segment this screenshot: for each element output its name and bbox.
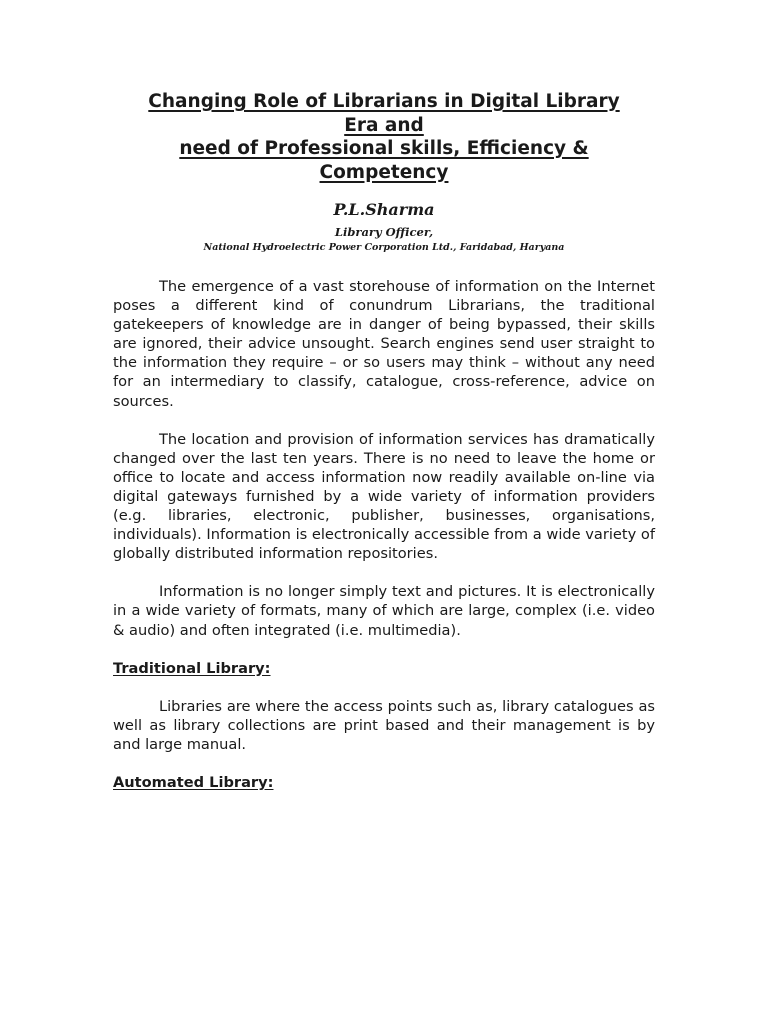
author-organization: National Hydroelectric Power Corporation Ltd., Faridabad, Haryana	[203, 242, 565, 253]
document-title	[113, 90, 655, 184]
title-line-1: Changing Role of Librarians in Digital Library	[148, 91, 620, 112]
body-paragraph-3: Information is no longer simply text and pictures. It is electronically in a wide variety of formats, many of which are large, complex (i.e. video & audio) and often integrated (i.e. multimedia).	[113, 583, 655, 639]
author-name: P.L.Sharma	[333, 200, 435, 219]
body-paragraph-1: The emergence of a vast storehouse of information on the Internet poses a different kind of conundrum Librarians, the traditional gatekeepers of knowledge are in danger of being bypassed, their skills are ignored, their advice unsought. Search engines send user straight to the information they require – or so users may think – without any need for an intermediary to classify, catalogue, cross-reference, advice on sources.	[113, 278, 655, 410]
author-role: Library Officer,	[334, 225, 434, 239]
title-line-2: Era and	[344, 114, 424, 136]
section-heading-automated-library: Automated Library:	[113, 773, 274, 791]
section-heading-traditional-library: Traditional Library:	[113, 659, 271, 677]
body-paragraph-2: The location and provision of information services has dramatically changed over the last ten years. There is no need to leave the home or office to locate and access information now readily available on-line via digital gateways furnished by a wide variety of information providers (e.g. libraries, electronic, publisher, businesses, organisations, individuals). Information is electronically accessible from a wide variety of globally distributed information repositories.	[113, 430, 655, 563]
title-line-3: need of Professional skills, Efficiency &	[179, 138, 589, 159]
document-page	[113, 90, 655, 792]
section-text-traditional-library: Libraries are where the access points such as, library catalogues as well as library collections are print based and their management is by and large manual.	[113, 697, 655, 753]
title-line-4: Competency	[319, 161, 449, 183]
